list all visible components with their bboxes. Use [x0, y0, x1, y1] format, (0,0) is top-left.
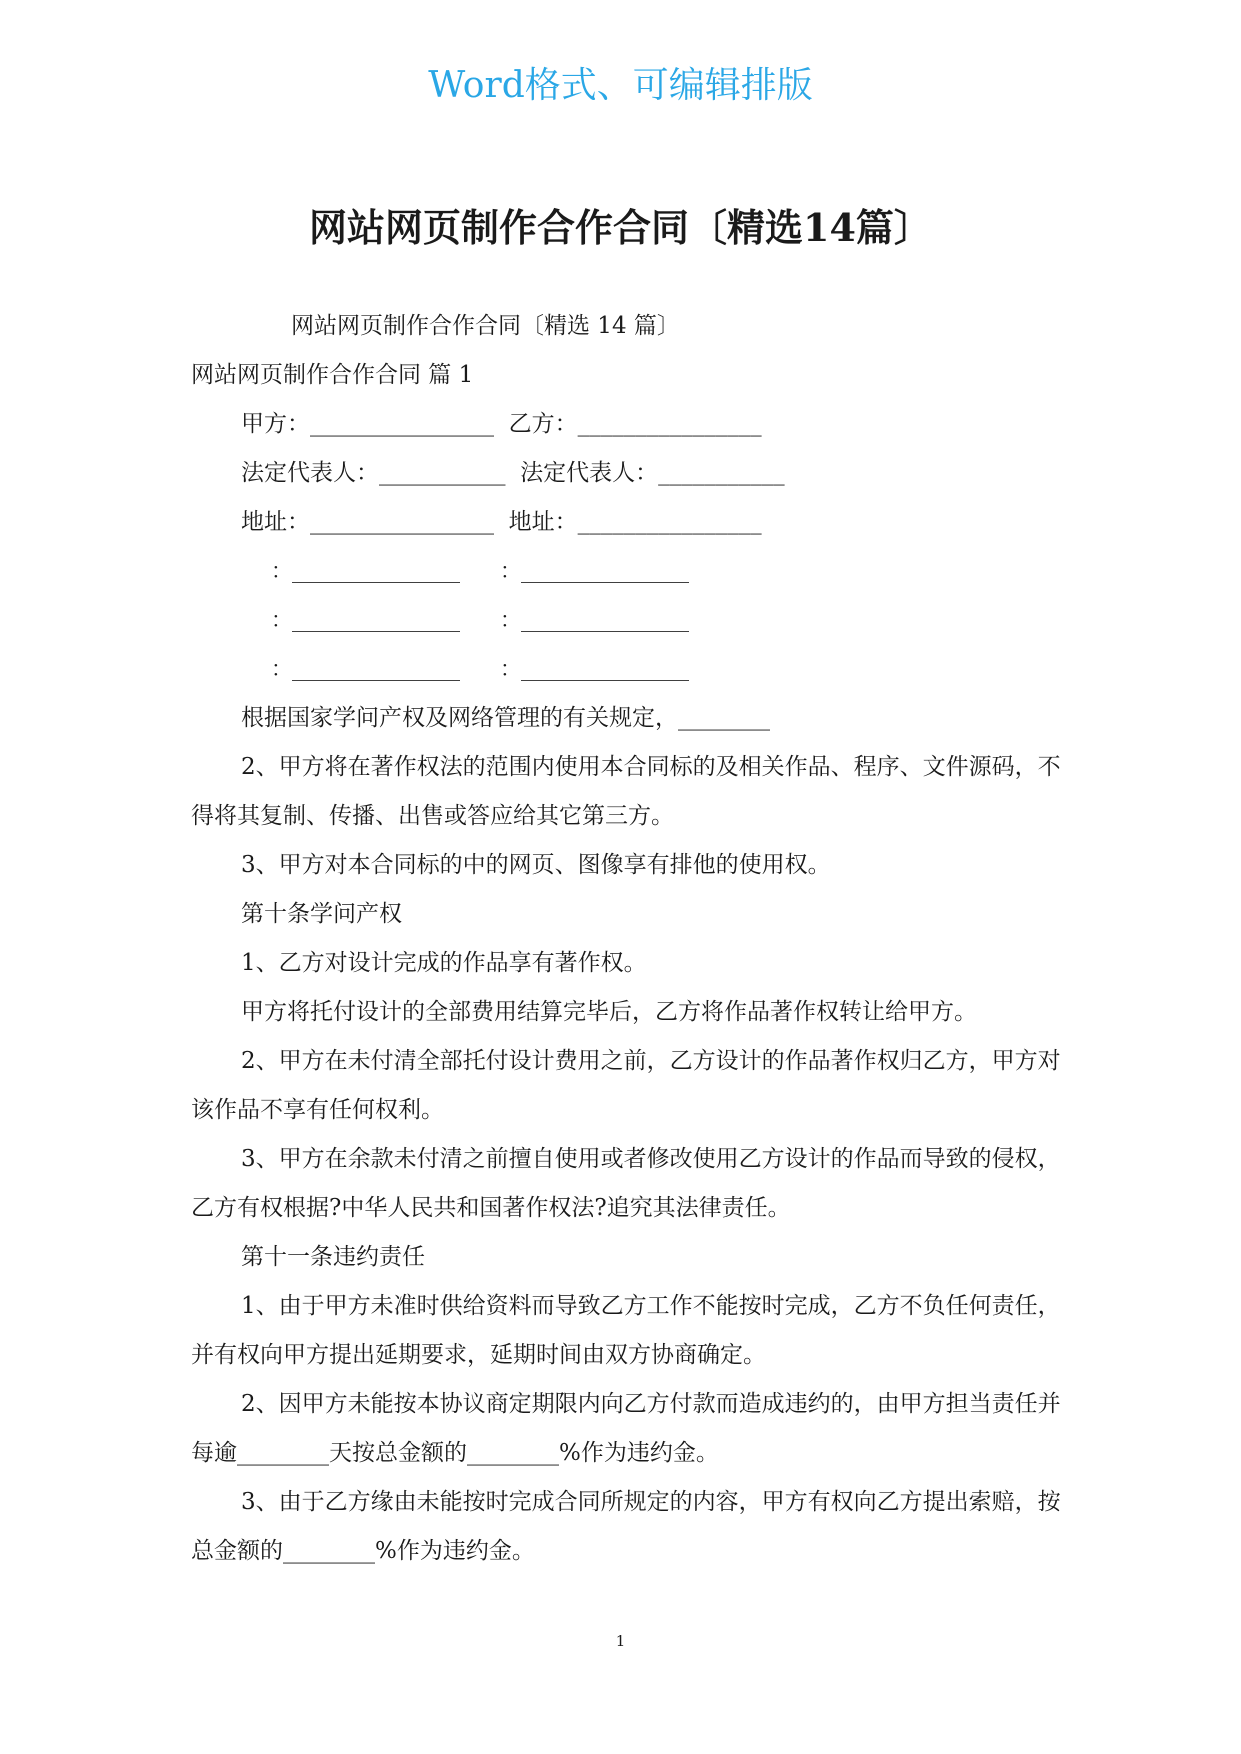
watermark-banner: Word格式、可编辑排版 [428, 65, 813, 106]
section-heading: 网站网页制作合作合同 篇 1 [191, 362, 474, 388]
clause-heading: 第十一条违约责任 [241, 1244, 425, 1270]
paragraph: 3、甲方对本合同标的中的网页、图像享有排他的使用权。 [241, 852, 831, 878]
paragraph: 3、甲方在余款未付清之前擅自使用或者修改使用乙方设计的作品而导致的侵权，乙方有权根据?中华人民共和国著作权法?追究其法律责任。 [191, 1146, 1061, 1221]
paragraph: 3、由于乙方缘由未能按时完成合同所规定的内容，甲方有权向乙方提出索赔，按总金额的________%作为违约金。 [191, 1489, 1061, 1564]
paragraph: 甲方将托付设计的全部费用结算完毕后，乙方将作品著作权转让给甲方。 [241, 999, 977, 1025]
paragraph: 1、乙方对设计完成的作品享有著作权。 [241, 950, 647, 976]
blank-line: ：________________ ：________________ [271, 559, 690, 583]
document-subtitle: 网站网页制作合作合同〔精选 14 篇〕 [291, 313, 680, 339]
page-number: 1 [615, 1632, 626, 1650]
party-line-representatives: 法定代表人：___________ 法定代表人：___________ [241, 460, 785, 486]
paragraph: 根据国家学问产权及网络管理的有关规定，________ [241, 705, 770, 731]
paragraph: 2、甲方将在著作权法的范围内使用本合同标的及相关作品、程序、文件源码，不得将其复制、传播、出售或答应给其它第三方。 [191, 754, 1061, 829]
paragraph: 1、由于甲方未准时供给资料而导致乙方工作不能按时完成，乙方不负任何责任，并有权向甲方提出延期要求，延期时间由双方协商确定。 [191, 1293, 1061, 1368]
party-line-names: 甲方：________________ 乙方：________________ [241, 411, 762, 437]
blank-line: ：________________ ：________________ [271, 608, 690, 632]
document-title: 网站网页制作合作合同〔精选14篇〕 [309, 205, 932, 250]
paragraph: 2、因甲方未能按本协议商定期限内向乙方付款而造成违约的，由甲方担当责任并每逾________天按总金额的________%作为违约金。 [191, 1391, 1061, 1466]
paragraph: 2、甲方在未付清全部托付设计费用之前，乙方设计的作品著作权归乙方，甲方对该作品不享有任何权利。 [191, 1048, 1061, 1123]
document-body [191, 302, 1061, 1576]
clause-heading: 第十条学问产权 [241, 901, 402, 927]
party-line-addresses: 地址：________________ 地址：________________ [241, 509, 762, 535]
blank-line: ：________________ ：________________ [271, 657, 690, 681]
